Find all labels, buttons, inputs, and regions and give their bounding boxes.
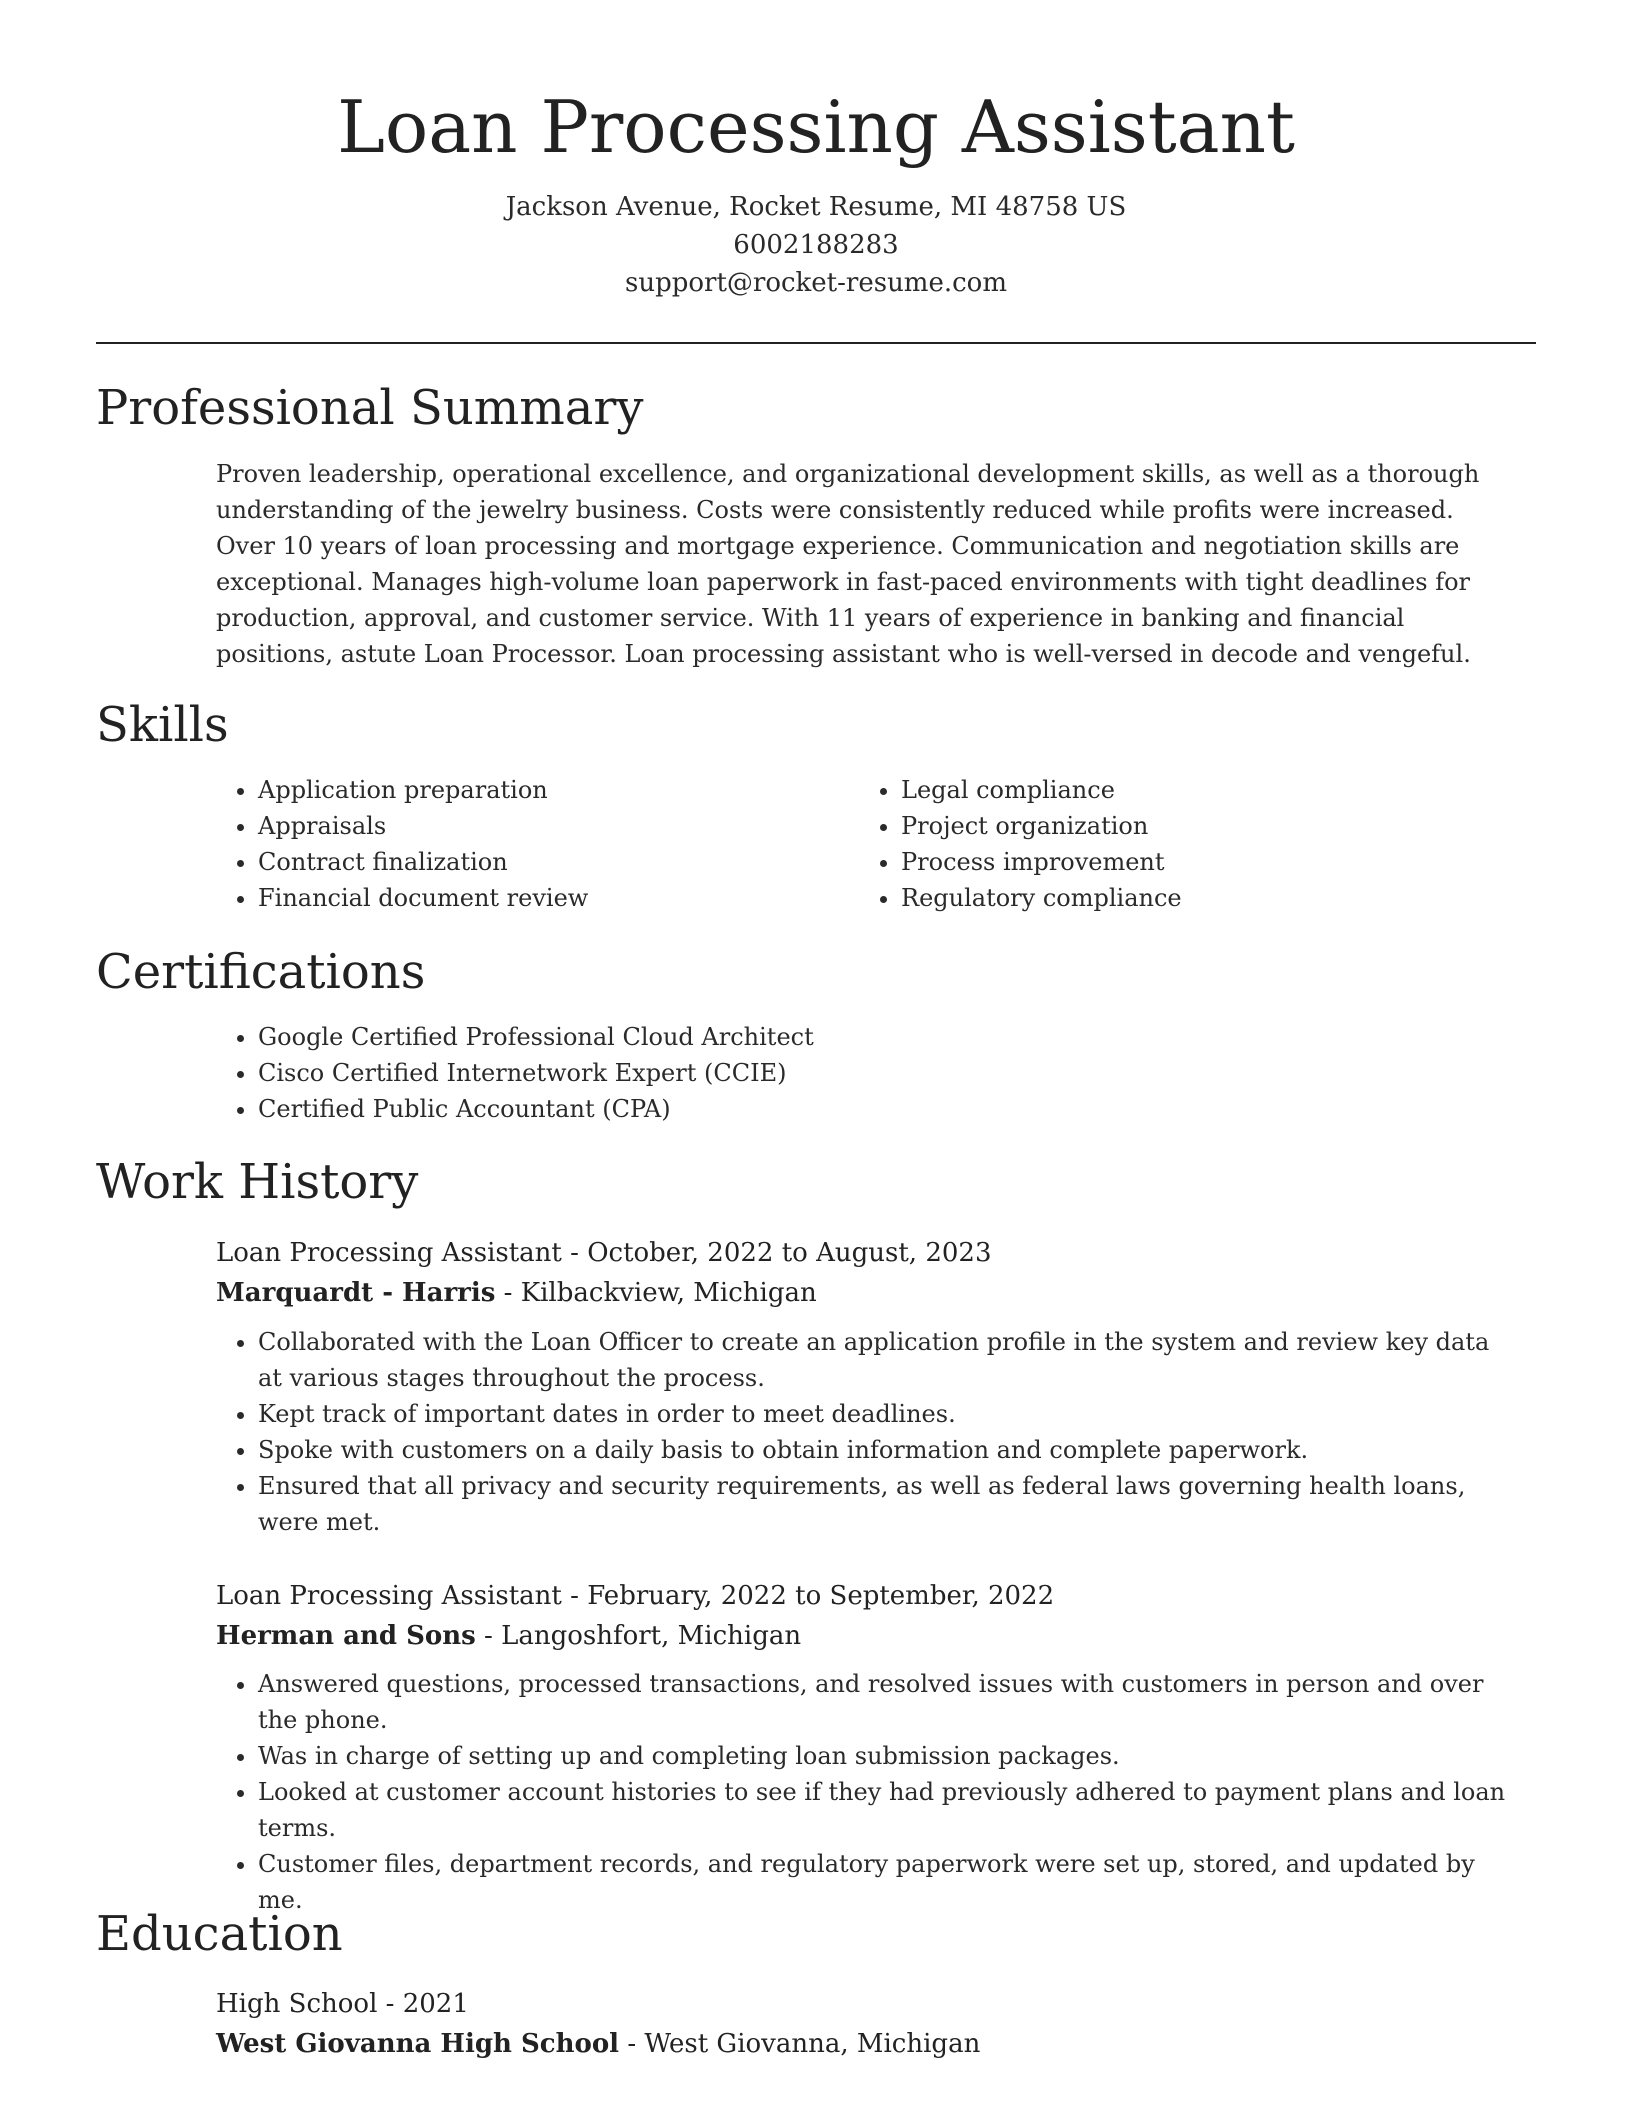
job-entry [216, 1233, 1520, 1313]
company-name: Herman and Sons [216, 1621, 476, 1651]
job-bullet: • Answered questions, processed transactions, and resolved issues with customers in person and over the phone. [258, 1666, 1518, 1738]
skill-item: • Application preparation [258, 772, 814, 808]
job-bullet: • Kept track of important dates in order to meet deadlines. [258, 1396, 1518, 1432]
degree-line [216, 1984, 1520, 2024]
school-location: - West Giovanna, Michigan [619, 2029, 981, 2059]
graduation-year: - 2021 [377, 1989, 469, 2019]
summary-text: Proven leadership, operational excellence, and organizational development skills, as well as a thorough understanding of the jewelry business. Costs were consistently reduced while profits were increased. Over 10 years of loan processing and mortgage experience. Communication and negotiation skills are exceptional. Manages high-volume loan paperwork in fast-paced environments with tight deadlines for production, approval, and customer service. With 11 years of experience in banking and financial positions, astute Loan Processor. Loan processing assistant who is well-versed in decode and vengeful. [216, 460, 1480, 668]
skills-heading: Skills [96, 697, 229, 753]
skills-right-column [857, 772, 1457, 916]
job-bullet: • Customer files, department records, and regulatory paperwork were set up, stored, and updated by me. [258, 1846, 1518, 1918]
header-divider [96, 342, 1536, 344]
resume-header [0, 82, 1632, 302]
skill-item: • Appraisals [258, 808, 814, 844]
certification-item: • Google Certified Professional Cloud Architect [258, 1019, 1518, 1055]
certification-item: • Cisco Certified Internetwork Expert (CCIE) [258, 1055, 1518, 1091]
work-history-heading: Work History [96, 1154, 419, 1210]
job-bullets [214, 1666, 1518, 1918]
job-bullet: • Collaborated with the Loan Officer to create an application profile in the system and review key data at various stages throughout the process. [258, 1324, 1518, 1396]
skills-left-column [214, 772, 814, 916]
school-name: West Giovanna High School [216, 2029, 620, 2059]
school-line [216, 2024, 1520, 2064]
skill-item: • Project organization [901, 808, 1457, 844]
skill-item: • Process improvement [901, 844, 1457, 880]
degree: High School [216, 1989, 378, 2019]
summary-section [216, 456, 1520, 672]
job-bullets [214, 1324, 1518, 1540]
phone: 6002188283 [733, 230, 899, 260]
job-dates: - February, 2022 to September, 2022 [561, 1581, 1055, 1611]
company-name: Marquardt - Harris [216, 1278, 496, 1308]
job-title: Loan Processing Assistant [216, 1238, 562, 1268]
job-dates: - October, 2022 to August, 2023 [561, 1238, 992, 1268]
education-heading: Education [96, 1906, 343, 1962]
job-location: - Kilbackview, Michigan [495, 1278, 817, 1308]
skill-item: • Legal compliance [901, 772, 1457, 808]
job-bullet: • Ensured that all privacy and security requirements, as well as federal laws governing health loans, were met. [258, 1468, 1518, 1540]
skill-item: • Regulatory compliance [901, 880, 1457, 916]
skill-item: • Financial document review [258, 880, 814, 916]
certifications-heading: Certifications [96, 944, 426, 1000]
job-location: - Langoshfort, Michigan [475, 1621, 802, 1651]
job-company-line [216, 1616, 1520, 1656]
education-entry [216, 1984, 1520, 2064]
contact-info [0, 188, 1632, 302]
address: Jackson Avenue, Rocket Resume, MI 48758 US [505, 192, 1127, 222]
summary-heading: Professional Summary [96, 380, 644, 436]
candidate-name: Loan Processing Assistant [337, 85, 1295, 169]
email: support@rocket-resume.com [624, 268, 1007, 298]
certifications-section [214, 1019, 1518, 1127]
skill-item: • Contract finalization [258, 844, 814, 880]
job-title-line [216, 1576, 1520, 1616]
job-bullet: • Spoke with customers on a daily basis to obtain information and complete paperwork. [258, 1432, 1518, 1468]
job-company-line [216, 1273, 1520, 1313]
job-bullet: • Looked at customer account histories to see if they had previously adhered to payment plans and loan terms. [258, 1774, 1518, 1846]
job-title-line [216, 1233, 1520, 1273]
job-bullet: • Was in charge of setting up and completing loan submission packages. [258, 1738, 1518, 1774]
certification-item: • Certified Public Accountant (CPA) [258, 1091, 1518, 1127]
job-entry [216, 1576, 1520, 1656]
job-title: Loan Processing Assistant [216, 1581, 562, 1611]
